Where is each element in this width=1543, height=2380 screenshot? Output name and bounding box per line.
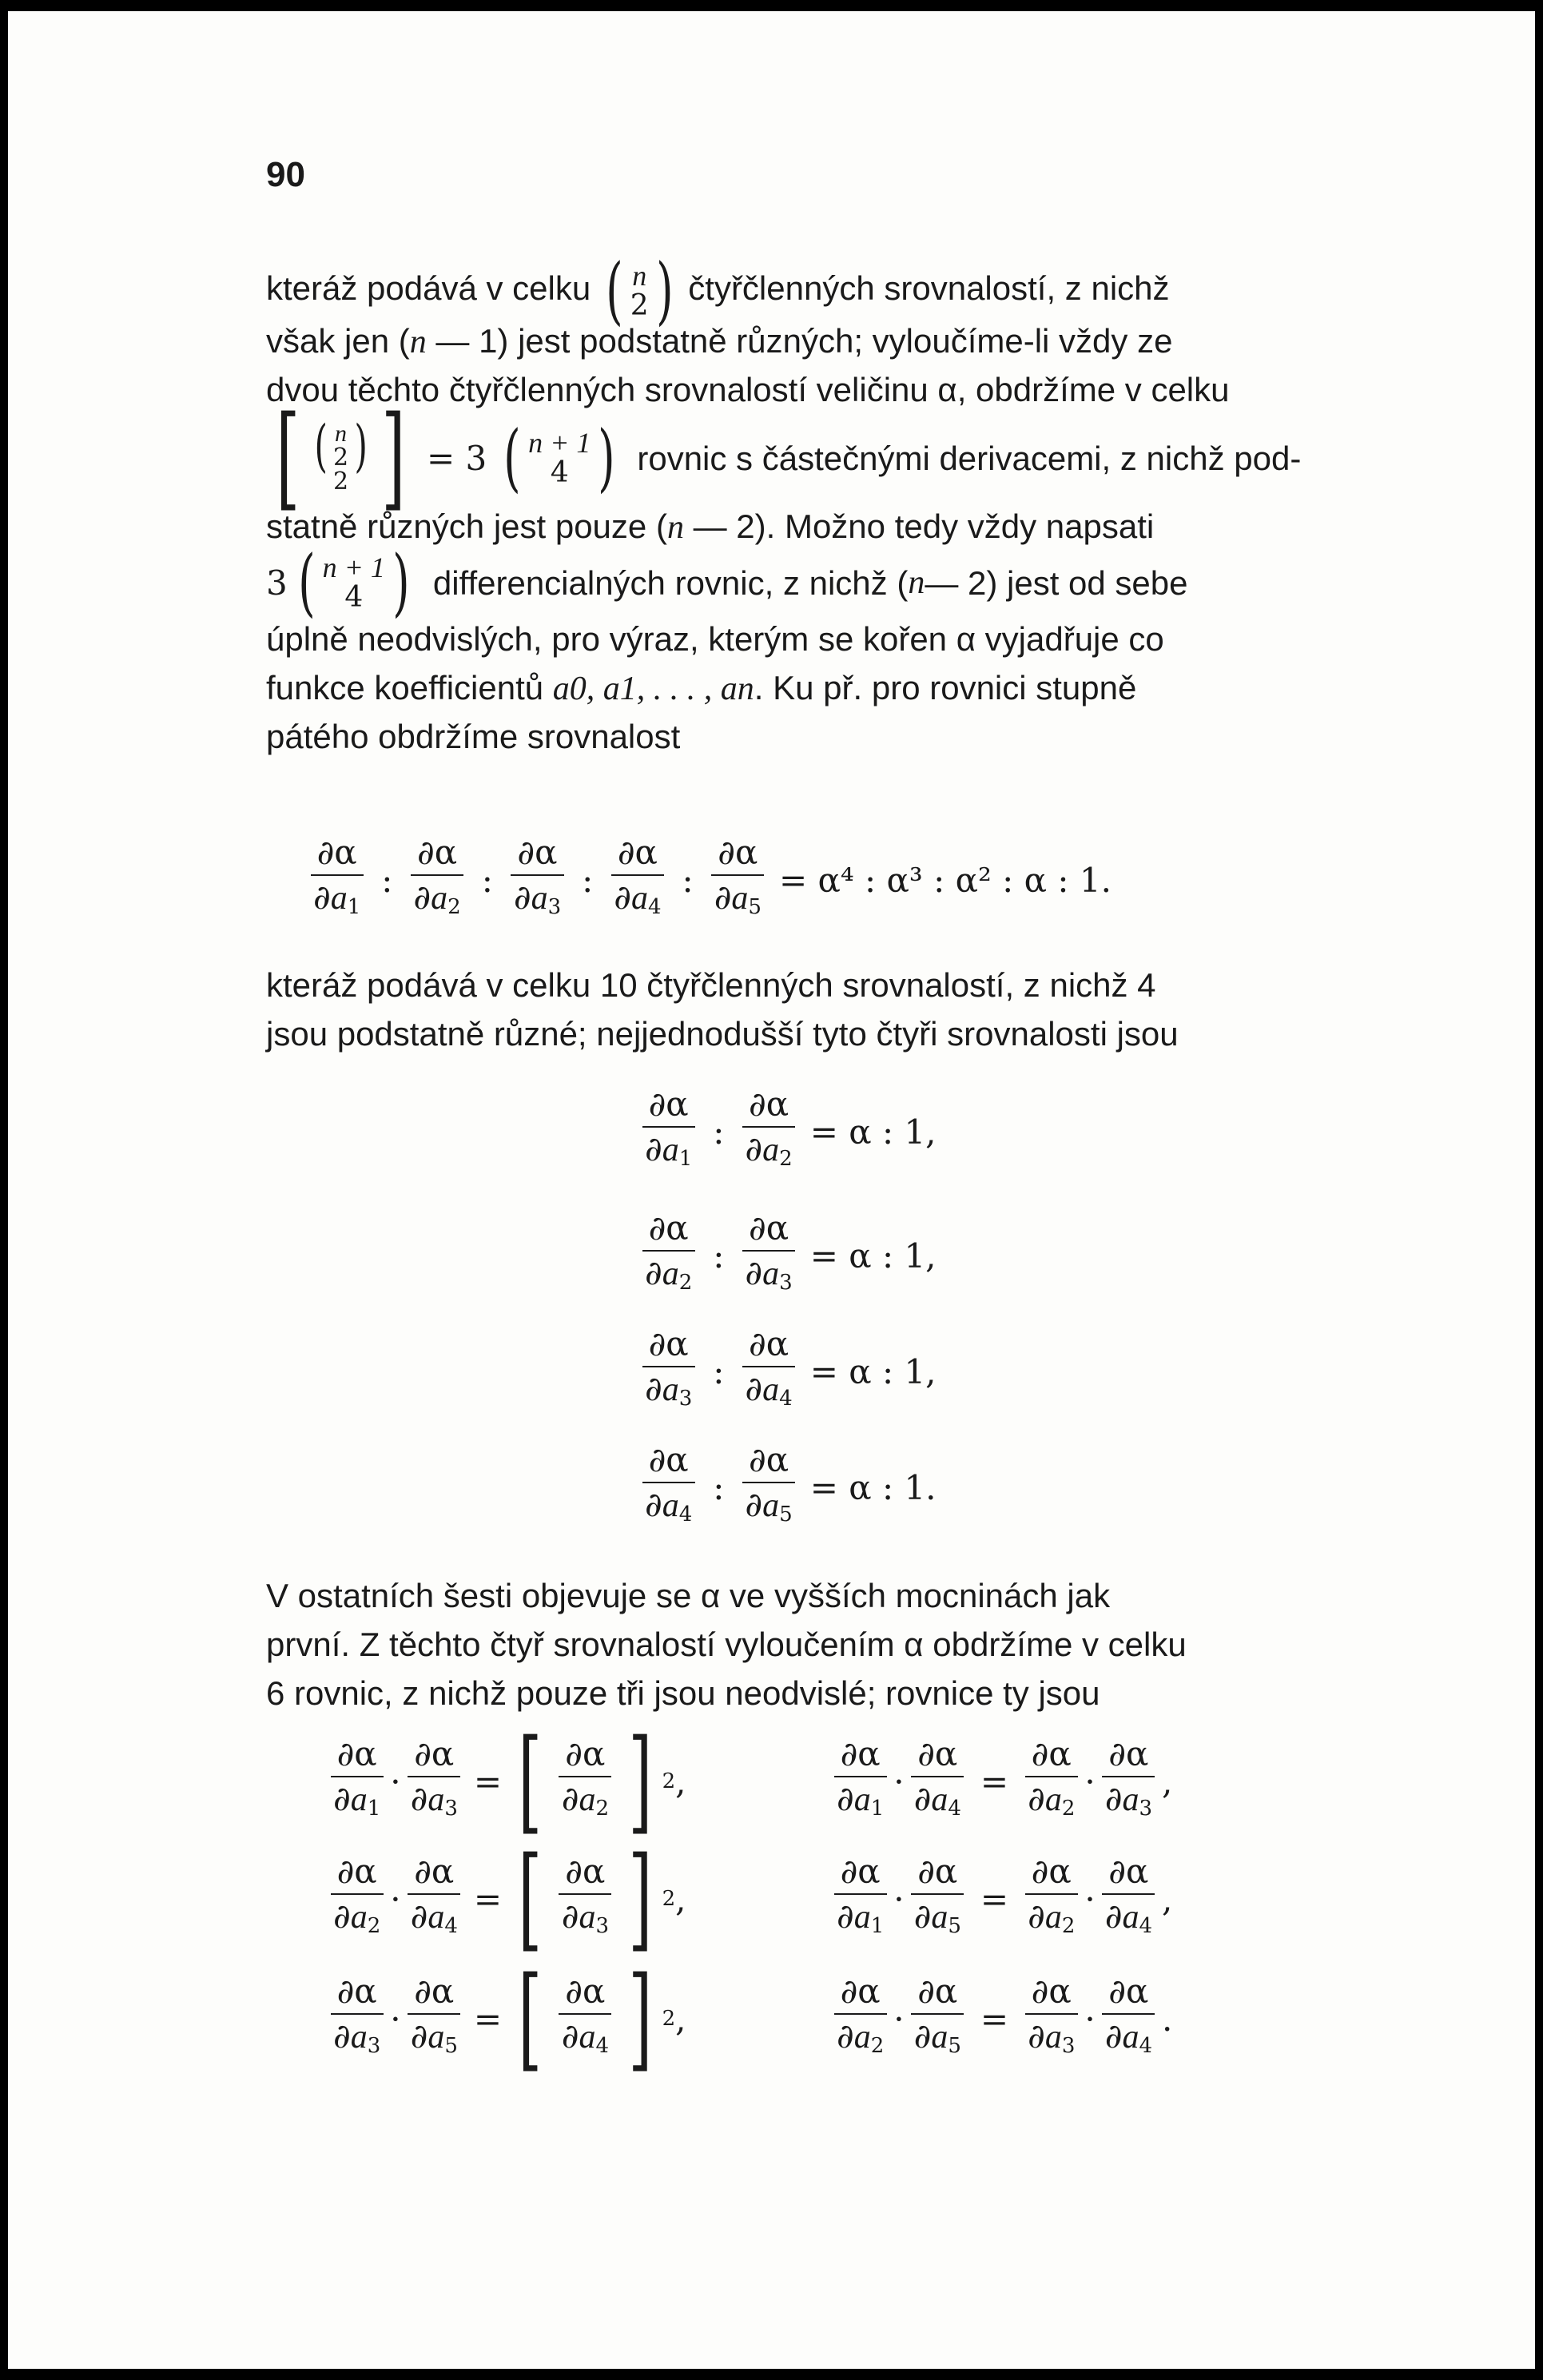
para1-line-5: statně různých jest pouze (n — 2). Možno tedy vždy napsati [266, 507, 1155, 546]
equation-simple-2: $\frac{\partial\alpha}{\partial a_2}$ : $\frac{\partial\alpha}{\partial a_3}$ = α : 1, [635, 1210, 937, 1301]
equation-final-6: $\frac{\partial\alpha}{\partial a_2}$ · $\frac{\partial\alpha}{\partial a_5}$ = $\frac{\partial\alpha}{\partial a_3}$ · $\frac{\partial\alpha}{\partial a_4}$ . [827, 1973, 1172, 2064]
equation-simple-4: $\frac{\partial\alpha}{\partial a_4}$ : $\frac{\partial\alpha}{\partial a_5}$ = α : 1. [635, 1442, 937, 1533]
para1-line-2: však jen (n — 1) jest podstatně různých; vyloučíme-li vždy ze [266, 322, 1173, 360]
equation-main-proportion: $\frac{\partial\alpha}{\partial a_1}$ : $\frac{\partial\alpha}{\partial a_2}$ : $\frac{\partial\alpha}{\partial a_3}$ : $\frac{\partial\alpha}{\partial a_4}$ : $\frac{\partial\alpha}{\partial a_5}$ = α⁴ : α³ : α² : α : 1. [304, 834, 1112, 925]
para2-line-2: jsou podstatně různé; nejjednodušší tyto čtyři srovnalosti jsou [266, 1015, 1179, 1053]
equation-simple-3: $\frac{\partial\alpha}{\partial a_3}$ : $\frac{\partial\alpha}{\partial a_4}$ = α : 1, [635, 1326, 937, 1417]
para2-line-1: kteráž podává v celku 10 čtyřčlenných srovnalostí, z nichž 4 [266, 966, 1156, 1004]
para1-line-1: kteráž podává v celku ( n 2 ) čtyřčlenných srovnalostí, z nichž [266, 248, 1170, 334]
paragraph-3 [266, 1571, 1377, 1717]
para1-line-4: [ ( n 2 ) 2 ] = 3 ( n + 1 4 ) rovnic s částečnými derivacemi, z nichž pod- [266, 414, 1377, 502]
paragraph-1 [266, 248, 1377, 761]
page-number: 90 [266, 155, 305, 194]
para3-line-3: 6 rovnic, z nichž pouze tři jsou neodvislé; rovnice ty jsou [266, 1674, 1100, 1712]
equation-final-5: $\frac{\partial\alpha}{\partial a_3}$ · $\frac{\partial\alpha}{\partial a_5}$ = [ $\frac{\partial\alpha}{\partial a_4}$ ] 2 , [324, 1973, 686, 2064]
equation-simple-1: $\frac{\partial\alpha}{\partial a_1}$ : $\frac{\partial\alpha}{\partial a_2}$ = α : 1, [635, 1086, 937, 1177]
equation-final-1: $\frac{\partial\alpha}{\partial a_1}$ · $\frac{\partial\alpha}{\partial a_3}$ = [ $\frac{\partial\alpha}{\partial a_2}$ ] 2 , [324, 1736, 686, 1827]
para1-line-3: dvou těchto čtyřčlenných srovnalostí veličinu α, obdržíme v celku [266, 371, 1230, 408]
para1-line-7: úplně neodvislých, pro výraz, kterým se kořen α vyjadřuje co [266, 620, 1164, 658]
book-page [8, 11, 1535, 2369]
para3-line-2: první. Z těchto čtyř srovnalostí vyloučením α obdržíme v celku [266, 1626, 1187, 1663]
para3-line-1: V ostatních šesti objevuje se α ve vyšších mocninách jak [266, 1577, 1111, 1614]
paragraph-2 [266, 961, 1377, 1058]
equation-final-4: $\frac{\partial\alpha}{\partial a_1}$ · $\frac{\partial\alpha}{\partial a_5}$ = $\frac{\partial\alpha}{\partial a_2}$ · $\frac{\partial\alpha}{\partial a_4}$ , [827, 1853, 1172, 1944]
para1-line-8: funkce koefficientů a0, a1, . . . , an. Ku př. pro rovnici stupně [266, 669, 1137, 707]
para1-line-6: 3 ( n + 1 4 ) differencialných rovnic, z nichž ( n — 2) jest od sebe [266, 539, 1188, 626]
equation-final-2: $\frac{\partial\alpha}{\partial a_1}$ · $\frac{\partial\alpha}{\partial a_4}$ = $\frac{\partial\alpha}{\partial a_2}$ · $\frac{\partial\alpha}{\partial a_3}$ , [827, 1736, 1172, 1827]
para1-line-9: pátého obdržíme srovnalost [266, 718, 681, 755]
binom-n-2: ( n 2 ) [606, 248, 674, 334]
equation-final-3: $\frac{\partial\alpha}{\partial a_2}$ · $\frac{\partial\alpha}{\partial a_4}$ = [ $\frac{\partial\alpha}{\partial a_3}$ ] 2 , [324, 1853, 686, 1944]
nested-binom: [ ( n 2 ) 2 ] = 3 ( n + 1 4 ) [276, 392, 616, 523]
